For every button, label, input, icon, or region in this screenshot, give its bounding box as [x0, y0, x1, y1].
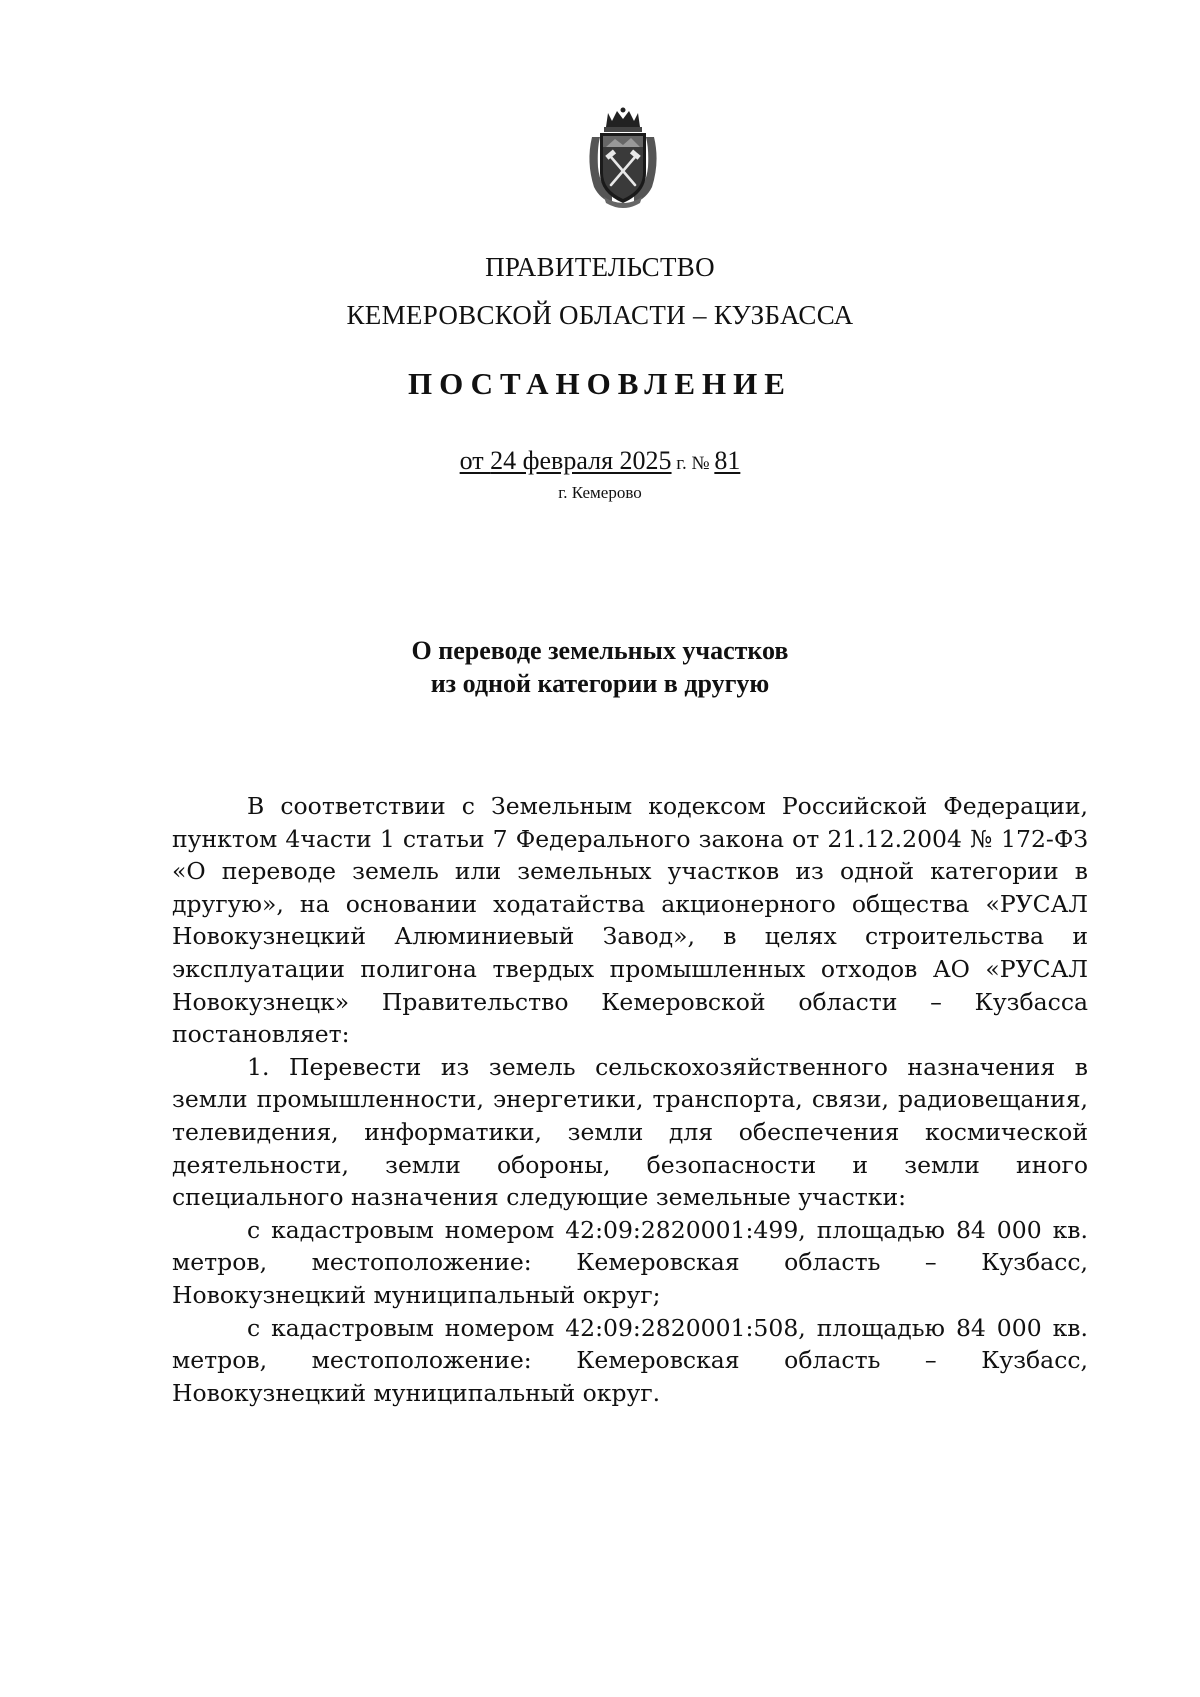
- title-line2: из одной категории в другую: [430, 669, 770, 698]
- document-title: [0, 634, 1200, 700]
- paragraph-parcel-508: с кадастровым номером 42:09:2820001:508, площадью 84 000 кв. метров, местоположение: Кемеровская область – Кузбасс, Новокузнецкий муниципальный округ.: [172, 1313, 1088, 1407]
- organization-name-line2: КЕМЕРОВСКОЙ ОБЛАСТИ – КУЗБАССА: [346, 300, 854, 330]
- paragraph-item-1: 1. Перевести из земель сельскохозяйственного назначения в земли промышленности, энергетики, транспорта, связи, радиовещания, телевидения, информатики, земли для обеспечения космической деятельности, земли обороны, безопасности и земли иного специального назначения следующие земельные участки:: [172, 1052, 1088, 1212]
- paragraph-preamble: В соответствии с Земельным кодексом Российской Федерации, пунктом 4части 1 статьи 7 Федерального закона от 21.12.2004 № 172-ФЗ «О переводе земель или земельных участков из одной категории в другую», на основании ходатайства акционерного общества «РУСАЛ Новокузнецкий Алюминиевый Завод», в целях строительства и эксплуатации полигона твердых промышленных отходов АО «РУСАЛ Новокузнецк» Правительство Кемеровской области – Кузбасса постановляет:: [172, 792, 1088, 1049]
- number-prefix: №: [686, 453, 715, 474]
- title-line1: О переводе земельных участков: [411, 636, 789, 665]
- date-prefix: от: [459, 446, 491, 475]
- document-type: ПОСТАНОВЛЕНИЕ: [408, 366, 792, 401]
- paragraph-parcel-499: с кадастровым номером 42:09:2820001:499, площадью 84 000 кв. метров, местоположение: Кемеровская область – Кузбасс, Новокузнецкий муниципальный округ;: [172, 1215, 1088, 1309]
- document-dateline: [0, 446, 1200, 476]
- year-suffix: г.: [671, 453, 687, 474]
- document-body: [172, 790, 1088, 1409]
- coat-of-arms-icon: [582, 107, 664, 209]
- organization-name-line1: ПРАВИТЕЛЬСТВО: [485, 252, 715, 282]
- document-date: 24 февраля 2025: [490, 446, 672, 475]
- document-number: 81: [714, 446, 741, 475]
- document-city: г. Кемерово: [558, 483, 642, 502]
